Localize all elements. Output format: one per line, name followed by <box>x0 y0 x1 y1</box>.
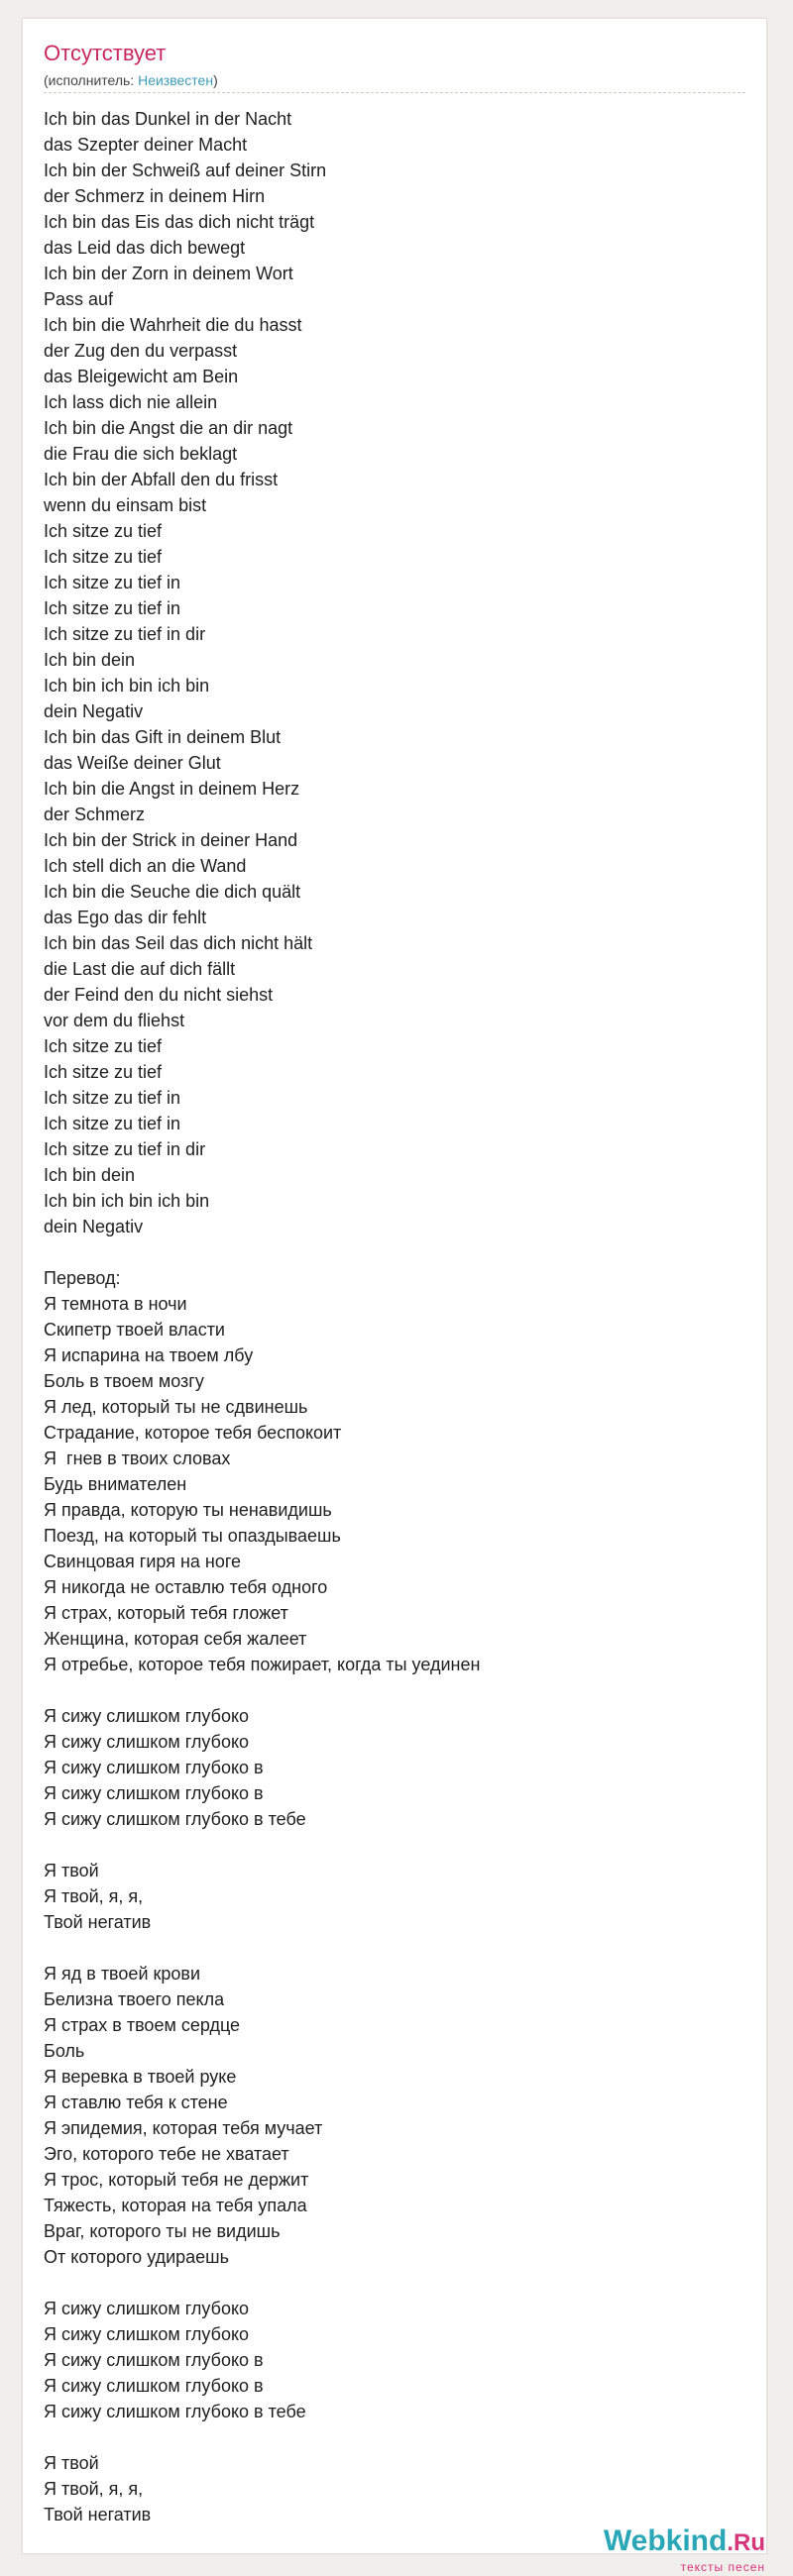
lyric-line: Я отребье, которое тебя пожирает, когда ты уединен <box>44 1655 481 1674</box>
lyric-line: das Ego das dir fehlt <box>44 908 207 927</box>
lyric-line: Ich bin der Strick in deiner Hand <box>44 830 298 850</box>
lyric-line: der Feind den du nicht siehst <box>44 985 274 1005</box>
lyric-line: Ich sitze zu tief in <box>44 573 181 592</box>
lyric-line: das Bleigewicht am Bein <box>44 367 239 386</box>
lyric-line: Страдание, которое тебя беспокоит <box>44 1423 342 1443</box>
lyric-line: Я испарина на твоем лбу <box>44 1345 254 1365</box>
logo-kind: kind <box>665 2524 728 2557</box>
lyric-line: Твой негатив <box>44 1912 152 1932</box>
lyric-line: Я сижу слишком глубоко в <box>44 2376 264 2396</box>
webkind-logo[interactable] <box>575 2524 765 2574</box>
lyric-line: Ich bin das Dunkel in der Nacht <box>44 109 292 129</box>
lyric-line: Ich stell dich an die Wand <box>44 856 247 876</box>
lyric-line: Я твой, я, я, <box>44 2479 144 2499</box>
lyric-line: dein Negativ <box>44 1217 144 1236</box>
lyric-line: Я твой <box>44 1861 99 1880</box>
lyric-line <box>44 1239 737 1265</box>
lyric-line: Ich bin dein <box>44 650 136 670</box>
lyric-line: Я сижу слишком глубоко в тебе <box>44 2402 306 2421</box>
lyric-line: Я веревка в твоей руке <box>44 2067 237 2087</box>
lyric-line: Я твой <box>44 2453 99 2473</box>
lyric-line: dein Negativ <box>44 701 144 721</box>
lyric-line: Женщина, которая себя жалеет <box>44 1629 307 1649</box>
lyric-line: Ich lass dich nie allein <box>44 392 218 412</box>
lyric-line: Ich sitze zu tief in dir <box>44 1139 206 1159</box>
logo-tagline: тексты песен <box>680 2560 765 2574</box>
lyric-line: Я сижу слишком глубоко <box>44 2324 250 2344</box>
lyric-line: der Schmerz <box>44 805 146 824</box>
lyric-line: Эго, которого тебе не хватает <box>44 2144 289 2164</box>
logo-web: Web <box>603 2524 666 2557</box>
lyric-line: Я никогда не оставлю тебя одного <box>44 1577 328 1597</box>
lyric-line <box>44 1677 737 1703</box>
lyric-line: Я лед, который ты не сдвинешь <box>44 1397 308 1417</box>
lyric-line: wenn du einsam bist <box>44 495 207 515</box>
lyric-line: Твой негатив <box>44 2505 152 2524</box>
lyric-line: Я сижу слишком глубоко <box>44 1706 250 1726</box>
lyric-line: Ich sitze zu tief in dir <box>44 624 206 644</box>
lyric-line: Свинцовая гиря на ноге <box>44 1552 242 1571</box>
lyric-line: Ich sitze zu tief <box>44 1062 163 1082</box>
lyric-line: das Weiße deiner Glut <box>44 753 221 773</box>
lyric-line: der Schmerz in deinem Hirn <box>44 186 266 206</box>
lyric-line: die Frau die sich beklagt <box>44 444 238 464</box>
lyric-line: От которого удираешь <box>44 2247 230 2267</box>
lyric-line: Ich bin der Schweiß auf deiner Stirn <box>44 161 327 180</box>
lyric-line: Ich bin der Abfall den du frisst <box>44 470 279 489</box>
lyric-line: vor dem du fliehst <box>44 1011 185 1030</box>
lyric-line: Я страх в твоем сердце <box>44 2015 241 2035</box>
lyric-line <box>44 1832 737 1858</box>
lyric-line: Ich sitze zu tief <box>44 1036 163 1056</box>
logo-ru: .Ru <box>727 2529 765 2556</box>
lyric-line: Я ставлю тебя к стене <box>44 2093 228 2112</box>
lyric-line: das Szepter deiner Macht <box>44 135 248 155</box>
lyric-line: Скипетр твоей власти <box>44 1320 225 1340</box>
lyric-line: Я сижу слишком глубоко в тебе <box>44 1809 306 1829</box>
artist-line <box>44 72 218 88</box>
lyric-line: Будь внимателен <box>44 1474 187 1494</box>
lyric-line: Боль <box>44 2041 85 2061</box>
lyric-line: Ich bin dein <box>44 1165 136 1185</box>
lyric-line: das Leid das dich bewegt <box>44 238 246 258</box>
logo-wordmark <box>604 2524 765 2558</box>
artist-prefix: (исполнитель: <box>44 72 139 88</box>
lyric-line: Ich bin die Angst die an dir nagt <box>44 418 293 438</box>
lyric-line: Ich bin das Seil das dich nicht hält <box>44 933 313 953</box>
lyric-line: Я правда, которую ты ненавидишь <box>44 1500 332 1520</box>
lyric-line: Ich bin ich bin ich bin <box>44 1191 210 1211</box>
divider <box>44 92 745 93</box>
lyric-line: Ich bin die Seuche die dich quält <box>44 882 301 902</box>
lyric-line: Ich bin ich bin ich bin <box>44 676 210 696</box>
lyric-line: Я страх, который тебя гложет <box>44 1603 288 1623</box>
lyric-line: Я яд в твоей крови <box>44 1964 201 1984</box>
lyric-line: Я твой, я, я, <box>44 1886 144 1906</box>
lyric-line: Ich bin die Wahrheit die du hasst <box>44 315 302 335</box>
lyric-line: Я сижу слишком глубоко в <box>44 1783 264 1803</box>
lyric-line: Ich sitze zu tief in <box>44 598 181 618</box>
lyrics-text <box>44 106 737 2527</box>
lyric-line: Я сижу слишком глубоко в <box>44 1758 264 1777</box>
lyric-line: Ich sitze zu tief <box>44 521 163 541</box>
lyrics-card <box>22 18 767 2554</box>
lyric-line: der Zug den du verpasst <box>44 341 238 361</box>
artist-suffix: ) <box>213 72 218 88</box>
lyric-line: Перевод: <box>44 1268 121 1288</box>
lyric-line: Ich sitze zu tief in <box>44 1088 181 1108</box>
lyric-line: Я гнев в твоих словах <box>44 1449 231 1468</box>
lyric-line: Я сижу слишком глубоко <box>44 2299 250 2318</box>
song-title: Отсутствует <box>44 41 167 65</box>
lyric-line: Ich bin das Eis das dich nicht trägt <box>44 212 315 232</box>
artist-link[interactable]: Неизвестен <box>138 72 214 88</box>
lyric-line: Я трос, который тебя не держит <box>44 2170 309 2190</box>
lyric-line <box>44 2424 737 2450</box>
lyric-line <box>44 1935 737 1961</box>
lyric-line: Ich bin das Gift in deinem Blut <box>44 727 282 747</box>
lyric-line: Я сижу слишком глубоко <box>44 1732 250 1752</box>
lyric-line: Ich sitze zu tief <box>44 547 163 567</box>
lyric-line <box>44 2270 737 2296</box>
lyric-line: Поезд, на который ты опаздываешь <box>44 1526 341 1546</box>
lyric-line: Враг, которого ты не видишь <box>44 2221 281 2241</box>
lyric-line: Тяжесть, которая на тебя упала <box>44 2196 307 2215</box>
lyric-line: Ich bin die Angst in deinem Herz <box>44 779 300 799</box>
lyric-line: Я эпидемия, которая тебя мучает <box>44 2118 323 2138</box>
lyric-line: Боль в твоем мозгу <box>44 1371 204 1391</box>
lyric-line: Pass auf <box>44 289 114 309</box>
lyric-line: Я темнота в ночи <box>44 1294 187 1314</box>
lyric-line: Белизна твоего пекла <box>44 1989 225 2009</box>
lyric-line: Ich sitze zu tief in <box>44 1114 181 1133</box>
lyric-line: die Last die auf dich fällt <box>44 959 236 979</box>
lyric-line: Ich bin der Zorn in deinem Wort <box>44 264 293 283</box>
lyric-line: Я сижу слишком глубоко в <box>44 2350 264 2370</box>
